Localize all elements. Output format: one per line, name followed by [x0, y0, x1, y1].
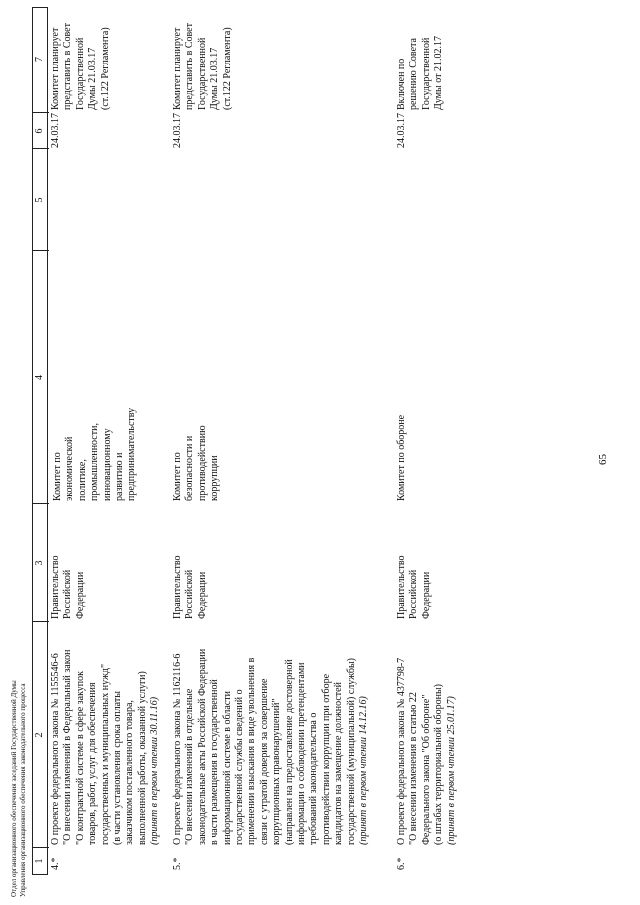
header-col-7: 7 — [34, 57, 45, 62]
responsible-committee: Комитет по экономической политике, промышленности, инновационному развитию и предпринимательству — [52, 407, 138, 501]
header-col-4: 4 — [34, 375, 45, 380]
initiator: Правительство Российской Федерации — [396, 555, 432, 619]
header-col-3: 3 — [34, 560, 45, 566]
review-date: 24.03.17 — [396, 113, 407, 148]
header-col-1: 1 — [34, 858, 45, 864]
status-note: Комитет планирует представить в Совет Государственной Думы 21.03.17 (ст.122 Регламента) — [50, 23, 111, 110]
responsible-committee: Комитет по обороне — [396, 414, 407, 501]
header-col-6: 6 — [34, 128, 45, 134]
initiator: Правительство Российской Федерации — [172, 555, 208, 619]
page-number: 65 — [597, 454, 609, 465]
status-note: Включен по решению Совета Государственной Думы от 21.02.17 — [396, 36, 445, 110]
bill-description: О проекте федерального закона № 1155546-6 "О внесении изменений в Федеральный закон "О контрактной системе в сфере закупок товаров, работ, услуг для обеспечения государственных и муниципальных нужд" (в части установления срока оплаты заказчиком поставленного товара, выполненной работы, оказанной услуги) (принят в первом чтении 30.11.16) — [50, 649, 161, 845]
row-number: 4.* — [50, 857, 61, 870]
row-number: 5.* — [172, 857, 183, 870]
header-col-5: 5 — [34, 197, 45, 203]
table-header — [32, 7, 48, 875]
responsible-committee: Комитет по безопасности и противодействию коррупции — [172, 425, 221, 501]
status-note: Комитет планирует представить в Совет Государственной Думы 21.03.17 (ст.122 Регламента) — [172, 23, 233, 110]
bill-description: О проекте федерального закона № 1162116-6 "О внесении изменений в отдельные законодательные акты Российской Федерации в части размещения в государственной информационной системе в области государственной службы сведений о применении взыскания в виде увольнения в связи с утратой доверия за совершение коррупционных правонарушений" (направлен на предоставление достоверной информации о соблюдении претендентами требований законодательства о противодействии коррупции при отборе кандидатов на замещение должностей государственной (муниципальной) службы) (принят в первом чтении 14.12.16) — [172, 648, 370, 845]
review-date: 24.03.17 — [50, 113, 61, 148]
review-date: 24.03.17 — [172, 113, 183, 148]
row-number: 6.* — [396, 857, 407, 870]
header-col-2: 2 — [34, 732, 45, 738]
bill-description: О проекте федерального закона № 437798-7 "О внесении изменения в статью 22 Федерального закона "Об обороне" (о штабах территориальной обороны) (принят в первом чтении 25.01.17) — [396, 657, 457, 845]
initiator: Правительство Российской Федерации — [50, 555, 86, 619]
footer-department: Отдел организационного обеспечения заседаний Государственной Думы Управления организационного обеспечения законодательного процесса — [10, 680, 27, 897]
